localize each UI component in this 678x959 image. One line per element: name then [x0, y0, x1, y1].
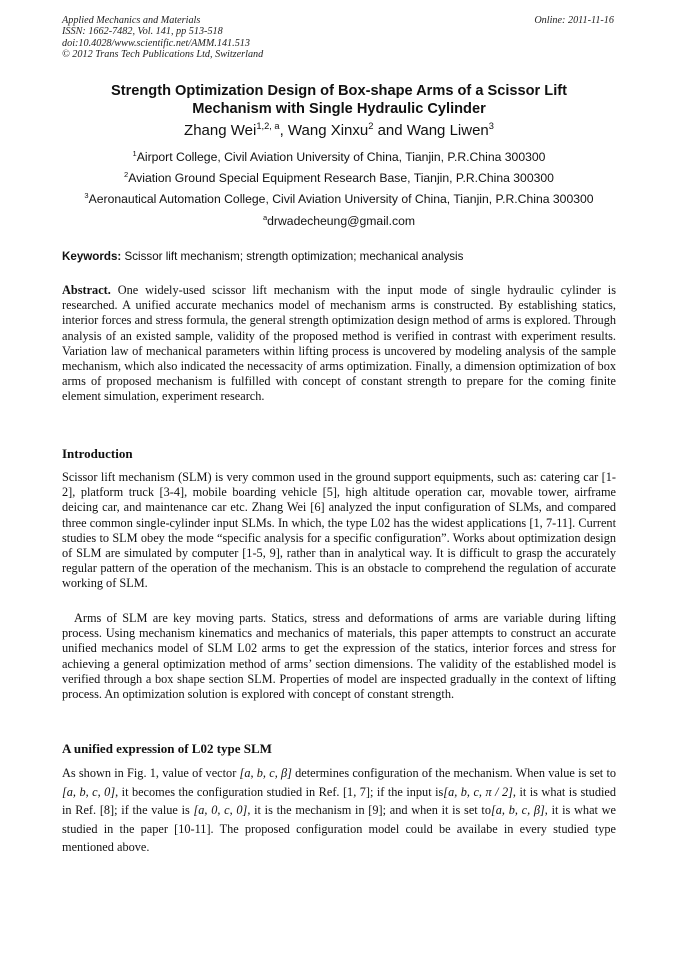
paper-title	[62, 82, 616, 118]
section-heading: A unified expression of L02 type SLM	[62, 741, 272, 756]
author-3: and Wang Liwen	[373, 122, 489, 139]
vector-expr: [a, b, c, β]	[239, 766, 292, 780]
intro-paragraph-2: Arms of SLM are key moving parts. Statics, stress and deformations of arms are variable during lifting process. Using mechanism kinematics and mechanics of materials, this paper attempts to construct an accurate unified mechanics model of SLM L02 arms to get the expression of the statics, interior forces and stress for achieving a general optimization method of arms’ section dimensions. The validity of the established model is verified through a box shape section SLM. Properties of model are inspected gradually in the context of lifting process. An optimization solution is explored with concept of constant strength.	[62, 611, 616, 702]
affiliation-3: $^3$Aeronautical Automation College, Civil Aviation University of China, Tianjin, P.R.China 300300	[84, 190, 594, 206]
copyright-line: © 2012 Trans Tech Publications Ltd, Switzerland	[62, 49, 264, 61]
keywords-text: Scissor lift mechanism; strength optimization; mechanical analysis	[121, 250, 464, 263]
title-line-2: Mechanism with Single Hydraulic Cylinder	[192, 101, 486, 117]
author-1: Zhang Wei	[184, 122, 257, 139]
issn-line: ISSN: 1662-7482, Vol. 141, pp 513-518	[62, 26, 223, 38]
journal-header	[62, 15, 263, 61]
title-line-1: Strength Optimization Design of Box-shape Arms of a Scissor Lift	[111, 83, 567, 99]
vector-expr: [a, b, c, π / 2]	[443, 784, 513, 799]
intro-paragraph-1: Scissor lift mechanism (SLM) is very common used in the ground support equipments, such as: catering car [1-2], platform truck [3-4], mobile boarding vehicle [5], high altitude operation car, movable tower, airframe deicing car, and maintenance car etc. Zhang Wei [6] analyzed the input configuration of SLMs, and compared three common single-cylinder input SLMs. In which, the type L02 has the widest applications [1, 7-11]. Current studies to SLM obey the mode “specific analysis for a specific configuration”. Works about optimization design of SLM are simulated by computer [1-5, 9], rather than in analytical way. It is difficult to grasp the accurately regular pattern of the operation of the mechanism. This is an obstacle to comprehend the regulation of accurate working of SLM.	[62, 470, 616, 591]
author-list	[62, 122, 616, 139]
keywords	[62, 250, 616, 263]
vector-expr: [a, b, c, β]	[490, 803, 545, 818]
author-2-affil: 2	[368, 121, 374, 131]
vector-expr: [a, b, c, 0]	[62, 784, 116, 799]
online-date: Online: 2011-11-16	[534, 15, 614, 26]
abstract-text: One widely-used scissor lift mechanism with the input mode of single hydraulic cylinder is researched. A unified accurate mechanics model of mechanism arms is constructed. By establishing statics, interior forces and stress formula, the general strength optimization design method of arms is explored. Through analysis of an existed sample, validity of the proposed method is verified in contrast with experiment results. Variation law of mechanical parameters within lifting process is uncovered by modeling analysis of the sample mechanism, which also indicated the necessacity of arms optimization. Finally, a dimension optimization of box arms of proposed mechanism is fulfilled with concept of constant strength to prepare for the coming finite element simulation, experiment research.	[62, 283, 616, 404]
affiliation-1: $^1$Airport College, Civil Aviation University of China, Tianjin, P.R.China 300300	[132, 148, 546, 164]
abstract	[62, 283, 616, 405]
email-line: $^a$drwadecheung@gmail.com	[262, 212, 416, 228]
author-2: , Wang Xinxu	[279, 122, 369, 139]
abstract-label: Abstract.	[62, 283, 111, 297]
author-1-affil: 1,2, a	[256, 121, 280, 131]
author-3-affil: 3	[488, 121, 494, 131]
journal-name: Applied Mechanics and Materials	[62, 15, 201, 26]
section-paragraph: As shown in Fig. 1, value of vector [a, b, c, β] determines configuration of the mechanism. When value is set to [a, b, c, 0], it becomes the configuration studied in Ref. [1, 7]; if the input is[a, b, c, π / 2], it is what is studied in Ref. [8]; if the value is [a, 0, c, 0], it is the mechanism in [9]; and when it is set to[a, b, c, β], it is what we studied in the paper [10-11]. The proposed configuration model could be availabe in every studied type mentioned above.	[62, 766, 617, 855]
doi-line: doi:10.4028/www.scientific.net/AMM.141.513	[62, 37, 250, 49]
introduction-heading: Introduction	[62, 446, 133, 461]
keywords-label: Keywords:	[62, 250, 122, 263]
vector-expr: [a, 0, c, 0]	[193, 803, 248, 818]
affiliation-2: $^2$Aviation Ground Special Equipment Research Base, Tianjin, P.R.China 300300	[124, 169, 554, 185]
